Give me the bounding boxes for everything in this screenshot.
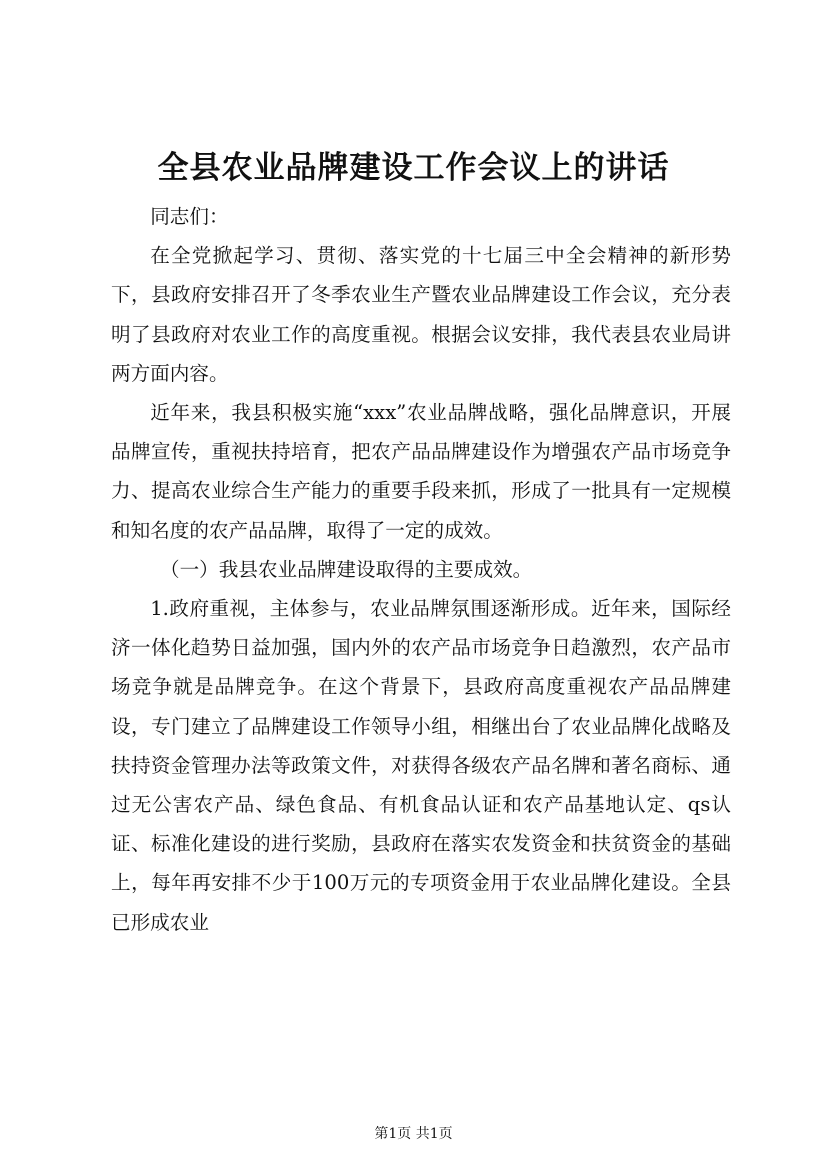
body-paragraph-item-1: 1.政府重视，主体参与，农业品牌氛围逐渐形成。近年来，国际经济一体化趋势日益加强，国内外的农产品市场竞争日趋激烈，农产品市场竞争就是品牌竞争。在这个背景下，县政府高度重视农产品品牌建设，专门建立了品牌建设工作领导小组，相继出台了农业品牌化战略及扶持资金管理办法等政策文件，对获得各级农产品名牌和著名商标、通过无公害农产品、绿色食品、有机食品认证和农产品基地认定、qs认证、标准化建设的进行奖励，县政府在落实农发资金和扶贫资金的基础上，每年再安排不少于100万元的专项资金用于农业品牌化建设。全县已形成农业 — [111, 597, 731, 934]
document-body — [111, 197, 731, 942]
document-title: 全县农业品牌建设工作会议上的讲话 — [157, 150, 670, 186]
body-paragraph: 近年来，我县积极实施“xxx”农业品牌战略，强化品牌意识，开展品牌宣传，重视扶持培育，把农产品品牌建设作为增强农产品市场竞争力、提高农业综合生产能力的重要手段来抓，形成了一批具有一定规模和知名度的农产品品牌，取得了一定的成效。 — [111, 401, 731, 542]
section-heading: （一）我县农业品牌建设取得的主要成效。 — [160, 557, 533, 581]
body-paragraph: 在全党掀起学习、贯彻、落实党的十七届三中全会精神的新形势下，县政府安排召开了冬季农业生产暨农业品牌建设工作会议，充分表明了县政府对农业工作的高度重视。根据会议安排，我代表县农业局讲两方面内容。 — [111, 244, 731, 385]
salutation: 同志们： — [150, 205, 229, 228]
page-footer: 第1页 共1页 — [374, 1126, 453, 1142]
